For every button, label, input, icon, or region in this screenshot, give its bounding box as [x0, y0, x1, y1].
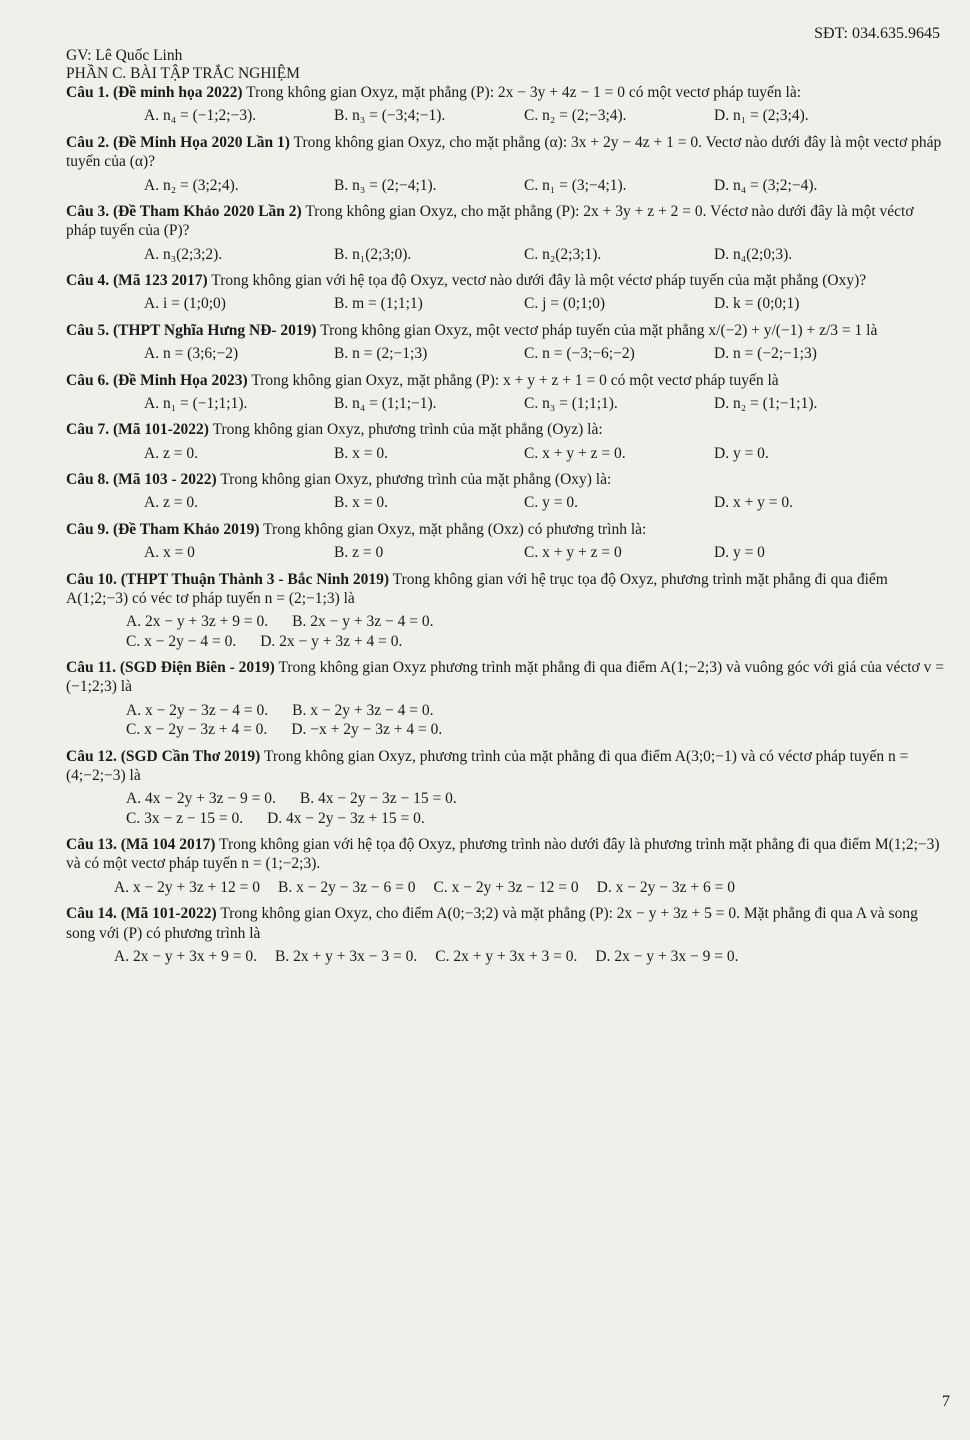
- question-source: (Đề Tham Khảo 2020 Lần 2): [112, 202, 302, 220]
- answer-options: [66, 294, 946, 313]
- answer-option-A[interactable]: A. i = (1;0;0): [144, 295, 226, 313]
- question-source: (SGD Điện Biên - 2019): [119, 659, 275, 676]
- question-number: Câu 1.: [66, 84, 110, 101]
- question-4: [66, 271, 946, 314]
- question-stem: [66, 321, 946, 340]
- answer-options: [66, 106, 946, 125]
- answer-options: [66, 878, 946, 897]
- answer-option-A[interactable]: A. 2x − y + 3x + 9 = 0.: [114, 947, 258, 965]
- question-2: [66, 133, 946, 195]
- answer-option-A[interactable]: A. n₄ = (−1;2;−3).: [144, 107, 257, 125]
- question-stem: [66, 202, 946, 241]
- answer-option-C[interactable]: C. n₂ = (2;−3;4).: [524, 107, 627, 125]
- answer-option-C[interactable]: C. x − 2y + 3z − 12 = 0: [433, 878, 579, 896]
- question-number: Câu 3.: [66, 202, 110, 220]
- question-number: Câu 12.: [66, 747, 117, 765]
- teacher-name: GV: Lê Quốc Linh: [66, 47, 183, 64]
- answer-row: [126, 701, 946, 720]
- question-number: Câu 8.: [66, 471, 110, 488]
- question-text: Trong không gian Oxyz, mặt phẳng (Oxz) có phương trình là:: [263, 520, 647, 538]
- question-10: [66, 570, 946, 652]
- question-stem: [66, 747, 946, 786]
- answer-options: [66, 444, 946, 463]
- answer-option-A[interactable]: A. x − 2y + 3z + 12 = 0: [114, 878, 261, 896]
- answer-option-C[interactable]: C. j = (0;1;0): [524, 295, 606, 313]
- answer-option-B[interactable]: B. x = 0.: [334, 494, 388, 512]
- question-stem: [66, 420, 946, 439]
- answer-option-C[interactable]: C. x − 2y − 4 = 0.: [126, 632, 237, 650]
- question-11: [66, 658, 946, 740]
- answer-options: [66, 394, 946, 413]
- answer-option-A[interactable]: A. n₁ = (−1;1;1).: [144, 394, 248, 412]
- answer-options: [66, 543, 946, 562]
- answer-option-D[interactable]: D. n₂ = (1;−1;1).: [714, 394, 818, 412]
- answer-option-C[interactable]: C. x + y + z = 0: [524, 544, 622, 562]
- question-source: (SGD Cần Thơ 2019): [120, 747, 261, 765]
- answer-option-B[interactable]: B. n₁(2;3;0).: [334, 245, 412, 263]
- question-number: Câu 6.: [66, 371, 110, 389]
- question-stem: [66, 133, 946, 172]
- answer-row: [126, 612, 946, 631]
- question-3: [66, 202, 946, 264]
- section-title: PHẦN C. BÀI TẬP TRẮC NGHIỆM: [66, 65, 300, 82]
- question-stem: [66, 570, 946, 609]
- question-number: Câu 7.: [66, 421, 110, 439]
- answer-option-D[interactable]: D. 4x − 2y − 3z + 15 = 0.: [267, 809, 425, 827]
- question-text: Trong không gian Oxyz, phương trình của mặt phẳng (Oyz) là:: [212, 421, 603, 439]
- answer-option-C[interactable]: C. y = 0.: [524, 494, 578, 512]
- question-source: (THPT Thuận Thành 3 - Bắc Ninh 2019): [120, 570, 390, 588]
- question-stem: [66, 83, 946, 102]
- page-number: 7: [942, 1393, 950, 1410]
- question-13: [66, 835, 946, 897]
- phone-number: SĐT: 034.635.9645: [814, 25, 940, 42]
- answer-options: [66, 947, 946, 966]
- answer-option-B[interactable]: B. 2x − y + 3z − 4 = 0.: [292, 613, 434, 631]
- question-stem: [66, 835, 946, 874]
- answer-option-B[interactable]: B. n = (2;−1;3): [334, 345, 428, 363]
- answer-option-A[interactable]: A. 4x − 2y + 3z − 9 = 0.: [126, 790, 276, 808]
- question-stem: [66, 520, 946, 539]
- answer-option-B[interactable]: B. 2x + y + 3x − 3 = 0.: [275, 947, 418, 965]
- question-stem: [66, 371, 946, 390]
- question-8: [66, 470, 946, 513]
- question-source: (THPT Nghĩa Hưng NĐ- 2019): [112, 321, 317, 339]
- answer-option-D[interactable]: D. n₄ = (3;2;−4).: [714, 176, 818, 194]
- answer-option-A[interactable]: A. n = (3;6;−2): [144, 345, 239, 363]
- question-source: (Đề Minh Họa 2023): [112, 371, 248, 389]
- answer-option-B[interactable]: B. n₃ = (2;−4;1).: [334, 176, 437, 194]
- answer-option-D[interactable]: D. x + y = 0.: [714, 494, 794, 512]
- question-7: [66, 420, 946, 463]
- answer-option-C[interactable]: C. x + y + z = 0.: [524, 444, 626, 462]
- question-text: Trong không gian Oxyz, mặt phẳng (P): 2x − 3y + 4z − 1 = 0 có một vectơ pháp tuyến là:: [246, 84, 802, 101]
- answer-row: [126, 632, 946, 651]
- question-text: Trong không gian với hệ trục tọa độ Oxyz, phương trình mặt phẳng đi qua điểm A(1;2;−3) có véc tơ pháp tuyến n = (2;−1;3) là: [66, 570, 888, 607]
- answer-option-D[interactable]: D. x − 2y − 3z + 6 = 0: [596, 878, 735, 896]
- question-number: Câu 10.: [66, 570, 117, 588]
- question-number: Câu 4.: [66, 272, 110, 289]
- answer-option-C[interactable]: C. 2x + y + 3x + 3 = 0.: [435, 947, 578, 965]
- question-source: (Mã 104 2017): [120, 836, 216, 853]
- answer-row: [126, 789, 946, 808]
- answer-option-A[interactable]: A. 2x − y + 3z + 9 = 0.: [126, 613, 269, 631]
- question-text: Trong không gian Oxyz, phương trình của mặt phẳng đi qua điểm A(3;0;−1) và có véctơ pháp tuyến n = (4;−2;−3) là: [66, 747, 909, 784]
- answer-option-D[interactable]: D. n = (−2;−1;3): [714, 345, 817, 363]
- answer-option-C[interactable]: C. n₁ = (3;−4;1).: [524, 176, 627, 194]
- question-stem: [66, 470, 946, 489]
- answer-option-A[interactable]: A. z = 0.: [144, 494, 198, 512]
- question-5: [66, 321, 946, 364]
- question-source: (Đề Tham Khảo 2019): [112, 520, 260, 538]
- question-text: Trong không gian Oxyz, cho điểm A(0;−3;2) và mặt phẳng (P): 2x − y + 3z + 5 = 0. Mặt phẳng đi qua A và song song với (P) có phương trình là: [66, 905, 918, 942]
- question-text: Trong không gian Oxyz, mặt phẳng (P): x + y + z + 1 = 0 có một vectơ pháp tuyến là: [251, 371, 779, 389]
- answer-option-D[interactable]: D. y = 0: [714, 544, 765, 562]
- answer-row: [126, 720, 946, 739]
- question-stem: [66, 904, 946, 943]
- question-source: (Mã 101-2022): [112, 421, 209, 439]
- answer-option-A[interactable]: A. n₃(2;3;2).: [144, 245, 223, 263]
- answer-options: [66, 789, 946, 828]
- answer-row: [126, 809, 946, 828]
- answer-option-A[interactable]: A. z = 0.: [144, 444, 198, 462]
- answer-option-B[interactable]: B. z = 0: [334, 544, 384, 562]
- answer-option-C[interactable]: C. n = (−3;−6;−2): [524, 345, 635, 363]
- answer-option-C[interactable]: C. 3x − z − 15 = 0.: [126, 809, 244, 827]
- question-stem: [66, 271, 946, 290]
- question-text: Trong không gian Oxyz phương trình mặt phẳng đi qua điểm A(1;−2;3) và vuông góc với giá của véctơ v = (−1;2;3) là: [66, 659, 944, 696]
- question-source: (Mã 101-2022): [120, 905, 217, 923]
- question-source: (Đề minh họa 2022): [112, 84, 243, 101]
- question-source: (Mã 123 2017): [112, 272, 208, 289]
- question-text: Trong không gian với hệ tọa độ Oxyz, vectơ nào dưới đây là một véctơ pháp tuyến của mặt phẳng (Oxy)?: [211, 272, 867, 289]
- answer-options: [66, 176, 946, 195]
- question-6: [66, 371, 946, 414]
- answer-option-D[interactable]: D. 2x − y + 3x − 9 = 0.: [595, 947, 739, 965]
- answer-option-D[interactable]: D. n₄(2;0;3).: [714, 245, 793, 263]
- answer-option-B[interactable]: B. 4x − 2y − 3z − 15 = 0.: [299, 790, 457, 808]
- answer-option-B[interactable]: B. x − 2y − 3z − 6 = 0: [278, 878, 416, 896]
- answer-option-D[interactable]: D. k = (0;0;1): [714, 295, 800, 313]
- answer-option-B[interactable]: B. n₄ = (1;1;−1).: [334, 394, 437, 412]
- question-12: [66, 747, 946, 829]
- question-text: Trong không gian Oxyz, cho mặt phẳng (P): 2x + 3y + z + 2 = 0. Véctơ nào dưới đây là một véctơ pháp tuyến của (P)?: [66, 202, 914, 240]
- answer-options: [66, 245, 946, 264]
- answer-options: [66, 493, 946, 512]
- answer-option-C[interactable]: C. x − 2y − 3z + 4 = 0.: [126, 721, 268, 739]
- answer-option-B[interactable]: B. x − 2y + 3z − 4 = 0.: [292, 701, 434, 719]
- question-source: (Mã 103 - 2022): [112, 471, 217, 488]
- question-number: Câu 9.: [66, 520, 110, 538]
- question-number: Câu 14.: [66, 905, 117, 923]
- question-9: [66, 520, 946, 563]
- question-1: [66, 83, 946, 126]
- answer-option-A[interactable]: A. n₂ = (3;2;4).: [144, 176, 239, 194]
- question-text: Trong không gian Oxyz, cho mặt phẳng (α): 3x + 2y − 4z + 1 = 0. Vectơ nào dưới đây là một vectơ pháp tuyến của (α)?: [66, 133, 942, 171]
- question-text: Trong không gian Oxyz, phương trình của mặt phẳng (Oxy) là:: [220, 471, 612, 488]
- answer-options: [66, 344, 946, 363]
- question-number: Câu 11.: [66, 659, 116, 676]
- question-number: Câu 2.: [66, 133, 110, 151]
- question-text: Trong không gian với hệ tọa độ Oxyz, phương trình nào dưới đây là phương trình mặt phẳng đi qua điểm M(1;2;−3) và có một vectơ pháp tuyến n = (1;−2;3).: [66, 836, 940, 873]
- answer-option-C[interactable]: C. n₂(2;3;1).: [524, 245, 602, 263]
- question-stem: [66, 658, 946, 697]
- answer-option-D[interactable]: D. n₁ = (2;3;4).: [714, 107, 809, 125]
- answer-option-B[interactable]: B. n₃ = (−3;4;−1).: [334, 107, 446, 125]
- question-list: [66, 76, 946, 966]
- question-14: [66, 904, 946, 966]
- question-text: Trong không gian Oxyz, một vectơ pháp tuyến của mặt phẳng x/(−2) + y/(−1) + z/3 = 1 là: [320, 321, 878, 339]
- answer-options: [66, 701, 946, 740]
- answer-option-B[interactable]: B. m = (1;1;1): [334, 295, 423, 313]
- question-source: (Đề Minh Họa 2020 Lần 1): [112, 133, 290, 151]
- answer-option-D[interactable]: D. 2x − y + 3z + 4 = 0.: [260, 632, 403, 650]
- answer-option-D[interactable]: D. −x + 2y − 3z + 4 = 0.: [291, 721, 443, 739]
- answer-option-C[interactable]: C. n₃ = (1;1;1).: [524, 394, 618, 412]
- answer-option-D[interactable]: D. y = 0.: [714, 444, 769, 462]
- answer-option-B[interactable]: B. x = 0.: [334, 444, 388, 462]
- question-number: Câu 5.: [66, 321, 110, 339]
- question-number: Câu 13.: [66, 836, 117, 853]
- answer-options: [66, 612, 946, 651]
- answer-option-A[interactable]: A. x = 0: [144, 544, 195, 562]
- answer-option-A[interactable]: A. x − 2y − 3z − 4 = 0.: [126, 701, 269, 719]
